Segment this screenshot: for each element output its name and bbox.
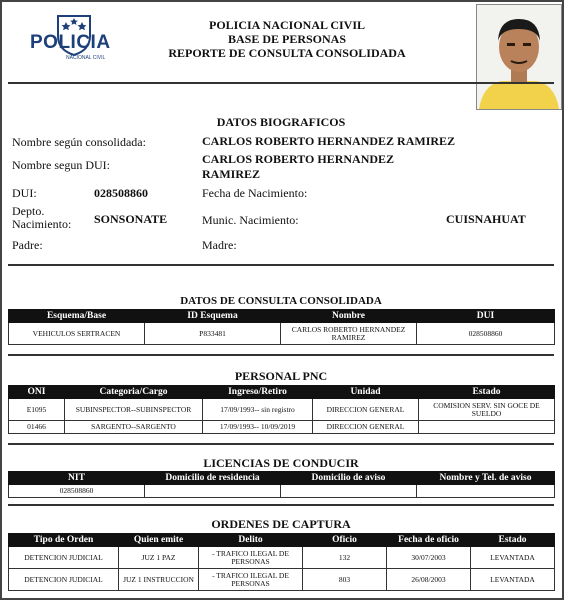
table-cell: E1095 — [9, 399, 65, 421]
column-header: Delito — [199, 534, 303, 547]
pnc-section-title: PERSONAL PNC — [234, 369, 328, 383]
table-cell: DIRECCION GENERAL — [313, 421, 419, 434]
column-header: Tipo de Orden — [9, 534, 119, 547]
padre-label: Padre: — [12, 238, 43, 252]
table-cell: 803 — [303, 569, 387, 591]
nombre-dui-value-line2: RAMIREZ — [202, 167, 261, 181]
nombre-consolidada-label: Nombre según consolidada: — [12, 135, 146, 149]
consulta-section-title: DATOS DE CONSULTA CONSOLIDADA — [180, 295, 382, 307]
column-header: ONI — [9, 386, 65, 399]
table-cell — [281, 485, 417, 498]
divider — [8, 264, 554, 266]
column-header: Fecha de oficio — [387, 534, 471, 547]
table-cell: DETENCION JUDICIAL — [9, 547, 119, 569]
table-cell: DIRECCION GENERAL — [313, 399, 419, 421]
table-cell: 17/09/1993-- 10/09/2019 — [203, 421, 313, 434]
madre-label: Madre: — [202, 238, 237, 252]
table-cell: - TRAFICO ILEGAL DE PERSONAS — [199, 547, 303, 569]
table-row — [9, 323, 555, 345]
table-cell: JUZ 1 INSTRUCCION — [119, 569, 199, 591]
table-cell: 028508860 — [417, 323, 555, 345]
logo-subtitle: NACIONAL CIVIL — [66, 55, 106, 61]
column-header: Unidad — [313, 386, 419, 399]
portrait-image — [477, 5, 561, 109]
table-row — [9, 485, 555, 498]
table-cell: P833481 — [145, 323, 281, 345]
table-cell: 30/07/2003 — [387, 547, 471, 569]
table-cell: JUZ 1 PAZ — [119, 547, 199, 569]
depto-label-line1: Depto. — [12, 204, 45, 218]
nombre-consolidada-value: CARLOS ROBERTO HERNANDEZ RAMIREZ — [202, 134, 456, 148]
database-title: BASE DE PERSONAS — [227, 32, 347, 46]
depto-label-line2: Nacimiento: — [12, 217, 72, 231]
bio-section-title: DATOS BIOGRAFICOS — [216, 115, 346, 129]
dui-value: 028508860 — [94, 186, 148, 200]
depto-nacimiento-label — [12, 205, 71, 231]
table-header-row — [9, 534, 555, 547]
column-header: Estado — [419, 386, 555, 399]
column-header: Domicilio de aviso — [281, 472, 417, 485]
divider — [8, 443, 554, 445]
person-photo — [476, 4, 562, 110]
column-header: Esquema/Base — [9, 310, 145, 323]
divider — [8, 82, 554, 84]
column-header: NIT — [9, 472, 145, 485]
table-cell: 26/08/2003 — [387, 569, 471, 591]
table-cell: - TRAFICO ILEGAL DE PERSONAS — [199, 569, 303, 591]
institution-title: POLICIA NACIONAL CIVIL — [208, 18, 366, 32]
nombre-dui-label: Nombre segun DUI: — [12, 158, 110, 172]
pnc-logo — [26, 12, 116, 72]
pnc-table — [8, 385, 555, 434]
table-cell: CARLOS ROBERTO HERNANDEZ RAMIREZ — [281, 323, 417, 345]
table-row — [9, 421, 555, 434]
ordenes-section-title: ORDENES DE CAPTURA — [211, 517, 351, 531]
column-header: Quien emite — [119, 534, 199, 547]
column-header: DUI — [417, 310, 555, 323]
table-row — [9, 547, 555, 569]
column-header: Estado — [471, 534, 555, 547]
table-cell: 17/09/1993-- sin registro — [203, 399, 313, 421]
table-cell: SUBINSPECTOR--SUBINSPECTOR — [65, 399, 203, 421]
depto-nacimiento-value: SONSONATE — [94, 212, 168, 226]
table-cell: LEVANTADA — [471, 547, 555, 569]
table-row — [9, 569, 555, 591]
column-header: Oficio — [303, 534, 387, 547]
column-header: Ingreso/Retiro — [203, 386, 313, 399]
licencias-table — [8, 471, 555, 498]
table-cell: SARGENTO--SARGENTO — [65, 421, 203, 434]
table-cell — [417, 485, 555, 498]
table-row — [9, 399, 555, 421]
table-header-row — [9, 472, 555, 485]
table-cell: 132 — [303, 547, 387, 569]
table-cell: VEHICULOS SERTRACEN — [9, 323, 145, 345]
divider — [8, 504, 554, 506]
table-cell: COMISION SERV. SIN GOCE DE SUELDO — [419, 399, 555, 421]
table-cell — [145, 485, 281, 498]
consulta-table — [8, 309, 555, 345]
report-titles — [142, 18, 432, 60]
column-header: Nombre — [281, 310, 417, 323]
munic-nacimiento-value: CUISNAHUAT — [446, 212, 526, 226]
nombre-dui-value-line1: CARLOS ROBERTO HERNANDEZ — [202, 152, 395, 166]
dui-label: DUI: — [12, 186, 37, 200]
column-header: Categoria/Cargo — [65, 386, 203, 399]
table-cell — [419, 421, 555, 434]
report-title: REPORTE DE CONSULTA CONSOLIDADA — [168, 46, 406, 60]
table-cell: 028508860 — [9, 485, 145, 498]
munic-nacimiento-label: Munic. Nacimiento: — [202, 213, 299, 227]
licencias-section-title: LICENCIAS DE CONDUCIR — [203, 456, 359, 470]
table-header-row — [9, 386, 555, 399]
logo-wordmark: POLICIA — [30, 32, 111, 53]
divider — [8, 354, 554, 356]
fecha-nacimiento-label: Fecha de Nacimiento: — [202, 186, 308, 200]
column-header: Nombre y Tel. de aviso — [417, 472, 555, 485]
table-cell: LEVANTADA — [471, 569, 555, 591]
table-cell: DETENCION JUDICIAL — [9, 569, 119, 591]
ordenes-table — [8, 533, 555, 591]
column-header: Domicilio de residencia — [145, 472, 281, 485]
table-header-row — [9, 310, 555, 323]
table-cell: 01466 — [9, 421, 65, 434]
column-header: ID Esquema — [145, 310, 281, 323]
